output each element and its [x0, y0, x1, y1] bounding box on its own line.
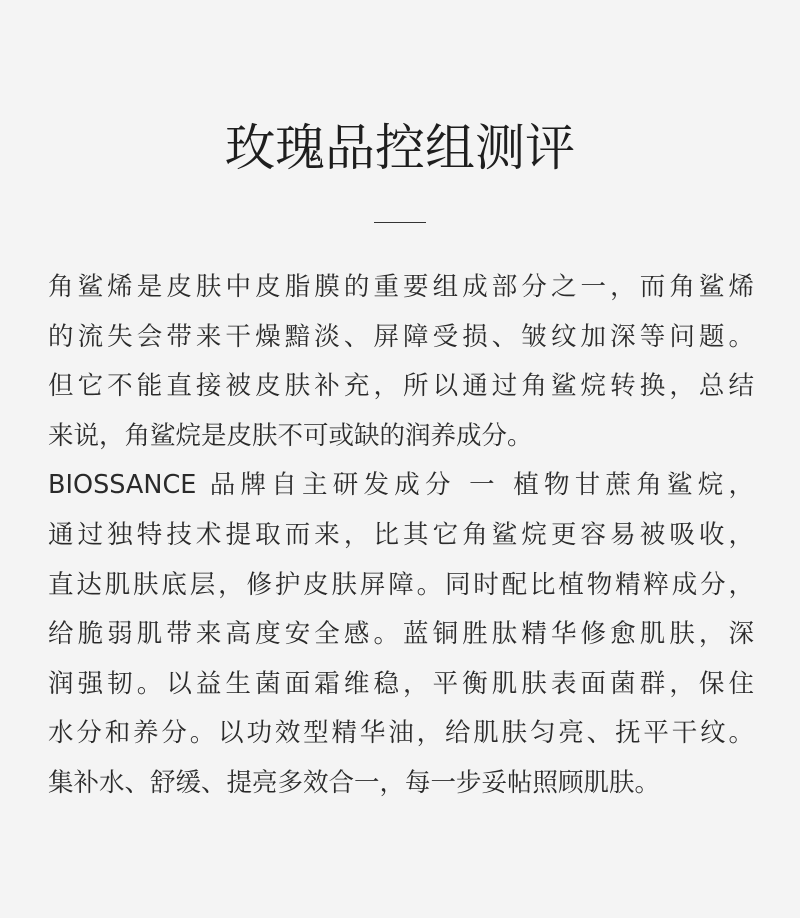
paragraph-brand	[48, 461, 754, 808]
text-line: 角鲨烯是皮肤中皮脂膜的重要组成部分之一，而角鲨烯	[48, 272, 754, 302]
text-line: 给脆弱肌带来高度安全感。蓝铜胜肽精华修愈肌肤，深	[48, 619, 754, 650]
text-line: 水分和养分。以功效型精华油，给肌肤匀亮、抚平干纹。	[48, 718, 754, 749]
paragraph-intro	[48, 263, 754, 461]
text-line: 但它不能直接被皮肤补充，所以通过角鲨烷转换，总结	[48, 371, 754, 402]
text-line: BIOSSANCE 品牌自主研发成分 一 植物甘蔗角鲨烷，	[48, 470, 754, 501]
title-divider	[374, 222, 426, 223]
text-line: 润强韧。以益生菌面霜维稳，平衡肌肤表面菌群，保住	[48, 668, 754, 699]
page-title: 玫瑰品控组测评	[225, 119, 575, 177]
text-line: 的流失会带来干燥黯淡、屏障受损、皱纹加深等问题。	[48, 321, 754, 352]
text-line: 集补水、舒缓、提亮多效合一，每一步妥帖照顾肌肤。	[48, 767, 661, 798]
article-body	[48, 263, 754, 809]
text-line: 来说，角鲨烷是皮肤不可或缺的润养成分。	[48, 420, 533, 451]
text-line: 直达肌肤底层，修护皮肤屏障。同时配比植物精粹成分，	[48, 569, 754, 600]
text-line: 通过独特技术提取而来，比其它角鲨烷更容易被吸收，	[48, 519, 754, 550]
